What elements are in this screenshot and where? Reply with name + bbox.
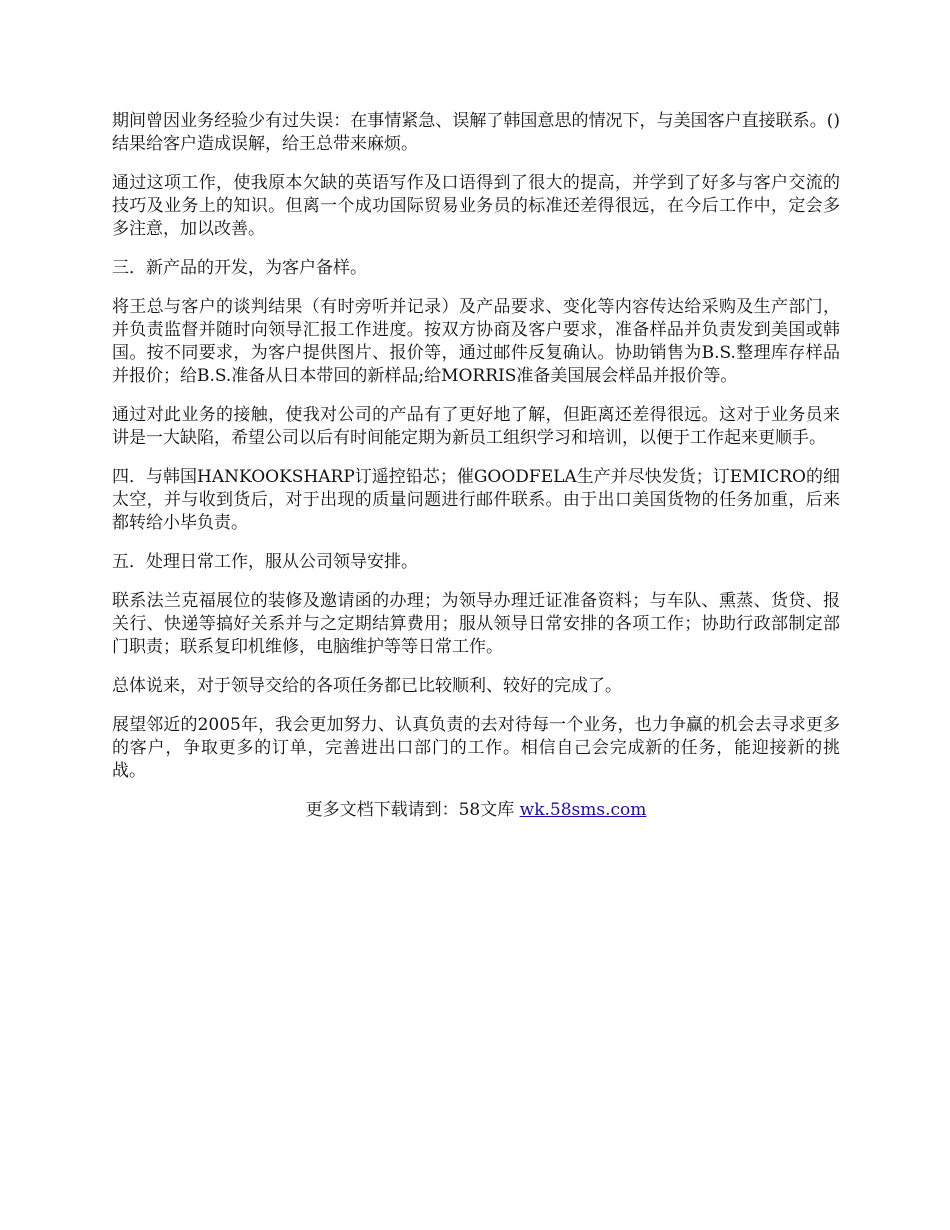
outlook-paragraph: 展望邻近的2005年，我会更加努力、认真负责的去对待每一个业务，也力争赢的机会去寻求更多的客户，争取更多的订单，完善进出口部门的工作。相信自己会完成新的任务，能迎接新的挑战。 <box>112 715 840 781</box>
paragraph-4: 将王总与客户的谈判结果（有时旁听并记录）及产品要求、变化等内容传达给采购及生产部门，并负责监督并随时向领导汇报工作进度。按双方协商及客户要求，准备样品并负责发到美国或韩国。按不同要求，为客户提供图片、报价等，通过邮件反复确认。协助销售为B.S.整理库存样品并报价；给B.S.准备从日本带回的新样品;给MORRIS准备美国展会样品并报价等。 <box>112 297 840 386</box>
paragraph-2: 通过这项工作，使我原本欠缺的英语写作及口语得到了很大的提高，并学到了好多与客户交流的技巧及业务上的知识。但离一个成功国际贸易业务员的标准还差得很远，在今后工作中，定会多多注意，加以改善。 <box>112 173 840 239</box>
section-heading-5: 五．处理日常工作，服从公司领导安排。 <box>112 552 418 572</box>
section-4-paragraph: 四．与韩国HANKOOKSHARP订遥控铅芯；催GOODFELA生产并尽快发货；订EMICRO的细太空，并与收到货后，对于出现的质量问题进行邮件联系。由于出口美国货物的任务加重，后来都转给小毕负责。 <box>112 467 840 533</box>
summary-paragraph: 总体说来，对于领导交给的各项任务都已比较顺利、较好的完成了。 <box>112 676 622 696</box>
paragraph-5: 通过对此业务的接触，使我对公司的产品有了更好地了解，但距离还差得很远。这对于业务员来讲是一大缺陷，希望公司以后有时间能定期为新员工组织学习和培训，以便于工作起来更顺手。 <box>112 405 840 448</box>
document-page <box>112 110 840 822</box>
footer-prefix: 更多文档下载请到：58文库 <box>305 800 520 820</box>
footer-download-note <box>112 799 840 822</box>
paragraph-8: 联系法兰克福展位的装修及邀请函的办理；为领导办理迁证准备资料；与车队、熏蒸、货贷、报关行、快递等搞好关系并与之定期结算费用；服从领导日常安排的各项工作；协助行政部制定部门职责；联系复印机维修，电脑维护等等日常工作。 <box>112 591 840 657</box>
paragraph-1: 期间曾因业务经验少有过失误：在事情紧急、误解了韩国意思的情况下，与美国客户直接联系。()结果给客户造成误解，给王总带来麻烦。 <box>112 111 840 154</box>
section-heading-3: 三．新产品的开发，为客户备样。 <box>112 258 367 278</box>
footer-link[interactable]: wk.58sms.com <box>519 800 647 820</box>
